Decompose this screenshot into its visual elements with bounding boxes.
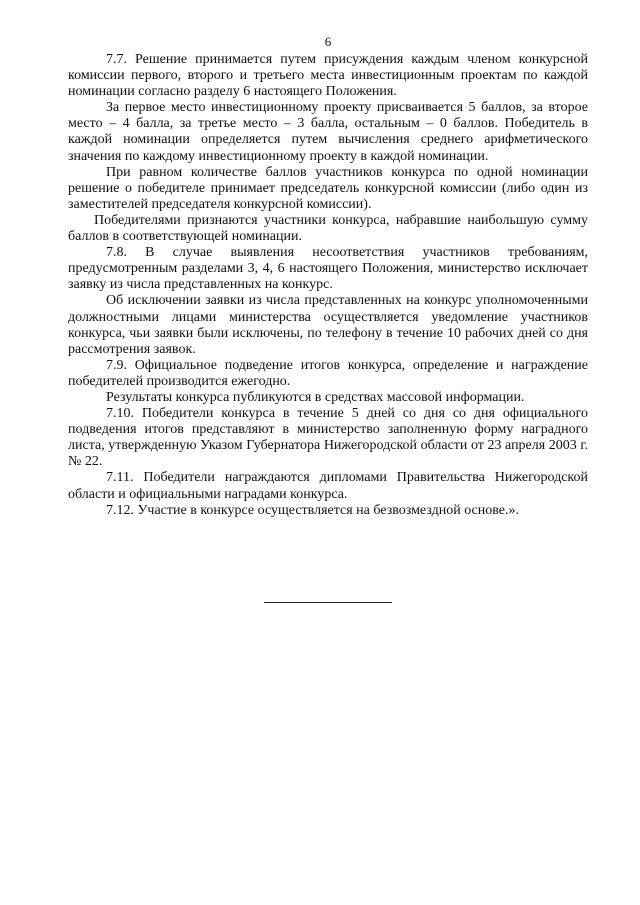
- paragraph-7-9: 7.9. Официальное подведение итогов конкурса, определение и награждение победителей производится ежегодно.: [68, 357, 588, 389]
- paragraph-exclusion-notice: Об исключении заявки из числа представленных на конкурс уполномоченными должностными лицами министерства осуществляется уведомление участников конкурса, чьи заявки были исключены, по телефону в течение 10 рабочих дней со дня рассмотрения заявок.: [68, 293, 588, 357]
- paragraph-7-8: 7.8. В случае выявления несоответствия участников требованиям, предусмотренным разделами 3, 4, 6 настоящего Положения, министерство исключает заявку из числа представленных на конкурс.: [68, 245, 588, 293]
- paragraph-7-10: 7.10. Победители конкурса в течение 5 дней со дня со дня официального подведения итогов представляют в министерство заполненную форму наградного листа, утвержденную Указом Губернатора Нижегородской области от 23 апреля 2003 г. № 22.: [68, 406, 588, 470]
- paragraph-tie-rule: При равном количестве баллов участников конкурса по одной номинации решение о победителе принимает председатель конкурсной комиссии (либо один из заместителей председателя конкурсной комиссии).: [68, 164, 588, 212]
- page-number: 6: [324, 34, 332, 49]
- paragraph-results-publication: Результаты конкурса публикуются в средствах массовой информации.: [106, 389, 525, 405]
- document-body: [68, 52, 588, 519]
- paragraph-points-scoring: За первое место инвестиционному проекту присваивается 5 баллов, за второе место – 4 балла, за третье место – 3 балла, остальным – 0 баллов. Победитель в каждой номинации определяется путем вычисления среднего арифметического значения по каждому инвестиционному проекту в каждой номинации.: [68, 100, 588, 164]
- paragraph-7-7: 7.7. Решение принимается путем присуждения каждым членом конкурсной комиссии первого, второго и третьего места инвестиционным проектам по каждой номинации согласно разделу 6 настоящего Положения.: [68, 52, 588, 100]
- closing-separator-line: [264, 602, 392, 603]
- paragraph-7-12: 7.12. Участие в конкурсе осуществляется на безвозмездной основе.».: [106, 502, 519, 518]
- paragraph-winners: Победителями признаются участники конкурса, набравшие наибольшую сумму баллов в соответствующей номинации.: [68, 212, 588, 245]
- paragraph-7-11: 7.11. Победители награждаются дипломами Правительства Нижегородской области и официальными наградами конкурса.: [68, 470, 588, 502]
